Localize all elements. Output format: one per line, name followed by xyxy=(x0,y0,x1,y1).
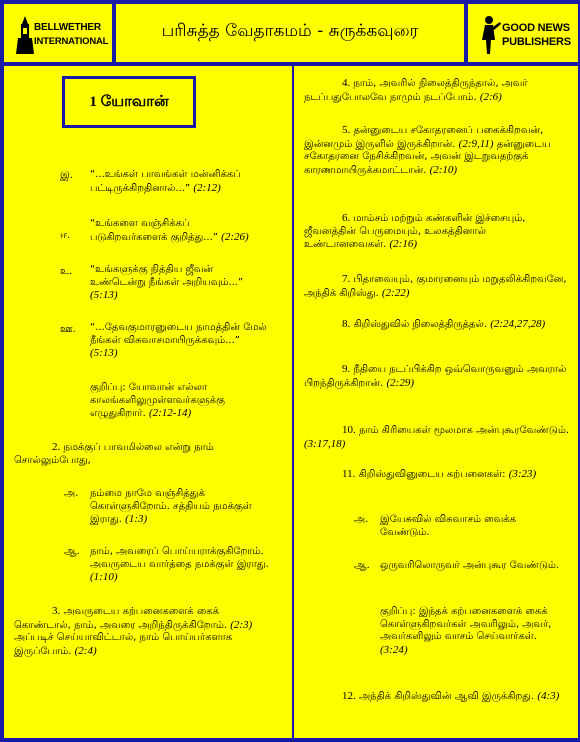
item-marker: ஆ. xyxy=(354,560,370,571)
list-item: நம்மை நாமே வஞ்சித்துக் கொள்ளுகிறோம். சத்தியம் நமக்குள் இராது. (1:3) xyxy=(90,488,252,525)
list-item: “...தேவகுமாரனுடைய நாமத்தின் மேல் நீங்கள் விசுவாசமாயிருக்கவும்...” (5:13) xyxy=(90,322,267,359)
item-marker: ஊ. xyxy=(60,324,76,335)
paragraph-9: 9. நீதியை நடப்பிக்கிற ஒவ்வொருவனும் அவரால் பிறந்திருக்கிறான். (2:29) xyxy=(304,363,567,389)
list-item: “உங்களுக்கு நித்திய ஜீவன் உண்டென்று நீங்கள் அறியவும்...” (5:13) xyxy=(90,264,244,301)
item-marker: அ. xyxy=(354,514,369,525)
item-marker: இ. xyxy=(60,170,73,181)
title-box xyxy=(114,2,466,64)
logo-left-line2: INTERNATIONAL xyxy=(34,36,109,47)
logo-right-line2: PUBLISHERS xyxy=(502,36,571,48)
logo-right-line1: GOOD NEWS xyxy=(502,22,570,34)
list-item: நாம், அவரைப் பொய்யராக்குகிறோம். அவருடைய வார்த்தை நமக்குள் இராது. (1:10) xyxy=(90,546,269,583)
book-title: 1 யோவான் xyxy=(89,94,169,110)
list-item: “உங்களை வஞ்சிக்கப் படுகிறவர்களைக் குறித்து...” (2:26) xyxy=(90,218,249,243)
figure-icon xyxy=(476,14,502,56)
page-title: பரிசுத்த வேதாகமம் - சுருக்கவுரை xyxy=(161,21,419,41)
item-marker: ஆ. xyxy=(64,546,80,557)
paragraph-11: 11. கிறிஸ்துவினுடைய கற்பனைகள்: (3:23) xyxy=(342,468,537,480)
list-item: இயேசுவில் விசுவாசம் வைக்க வேண்டும். xyxy=(380,514,517,538)
paragraph-6: 6. மாம்சம் மற்றும் கண்களின் இச்சையும், ஜீவனத்தின் பெருமையும், உலகத்தினால் உண்டானவைகள். (2:16) xyxy=(304,212,526,250)
paragraph-12: 12. அந்திக் கிறிஸ்துவின் ஆவி இருக்கிறது. (4:3) xyxy=(342,690,560,702)
book-title-box xyxy=(62,76,196,128)
good-news-logo xyxy=(466,2,580,64)
list-item: “...உங்கள் பாவங்கள் மன்னிக்கப் பட்டிருக்கிறதினால்...” (2:12) xyxy=(90,169,241,194)
item-marker: உ. xyxy=(60,266,73,277)
paragraph-2: 2. நமக்குப் பாவமில்லை என்று நாம் சொல்லும்போது, xyxy=(14,441,214,466)
paragraph-7: 7. பிதாவையும், குமாரனையும் மறுதலிக்கிறவனே, அந்திக் கிறிஸ்து. (2:22) xyxy=(304,273,567,299)
paragraph-3: 3. அவருடைய கற்பனைகளைக் கைக் கொண்டால், நாம், அவரை அறிந்திருக்கிறோம். (2:3) அப்படிச் செய்யாவிட்டால், நாம் பொய்யர்களாக இருப்போம். (2:4) xyxy=(14,605,253,657)
list-item: ஒருவரிலொருவர் அன்புகூர வேண்டும். xyxy=(380,560,560,571)
paragraph-4: 4. நாம், அவரில் நிலைத்திருந்தால், அவர் நடப்பதுபோலவே நாமும் நடப்போம். (2:6) xyxy=(304,77,528,103)
bellwether-logo xyxy=(2,2,114,64)
note: குறிப்பு: இந்தக் கற்பனைகளைக் கைக் கொள்ளுகிறவர்கள் அவரிலும், அவர், அவர்களிலும் வாசம் செய்வார்கள். (3:24) xyxy=(380,606,552,656)
note: குறிப்பு: யோவான் எல்லா காலங்களிலுமுள்ளவர்களுக்கு எழுதுகிறார். (2:12-14) xyxy=(90,382,225,419)
item-marker: ஈ. xyxy=(60,230,71,241)
paragraph-5: 5. தன்னுடைய சகோதரனைப் பகைக்கிறவன், இன்னமும் இருளில் இருக்கிறான். (2:9,11) தன்னுடைய சகோதரனை நேசிக்கிறவன், அவன் இடறுவதற்குக் காரணமாயிருக்கமாட்டான். (2:10) xyxy=(304,124,551,176)
item-marker: அ. xyxy=(64,488,79,499)
paragraph-8: 8. கிறிஸ்துவில் நிலைத்திருத்தல். (2:24,27,28) xyxy=(342,318,546,330)
logo-left-line1: BELLWETHER xyxy=(34,22,101,33)
bell-tower-icon xyxy=(12,14,38,56)
paragraph-10: 10. நாம் கிரியைகள் மூலமாக அன்புகூரவேண்டும். (3:17,18) xyxy=(304,424,570,450)
